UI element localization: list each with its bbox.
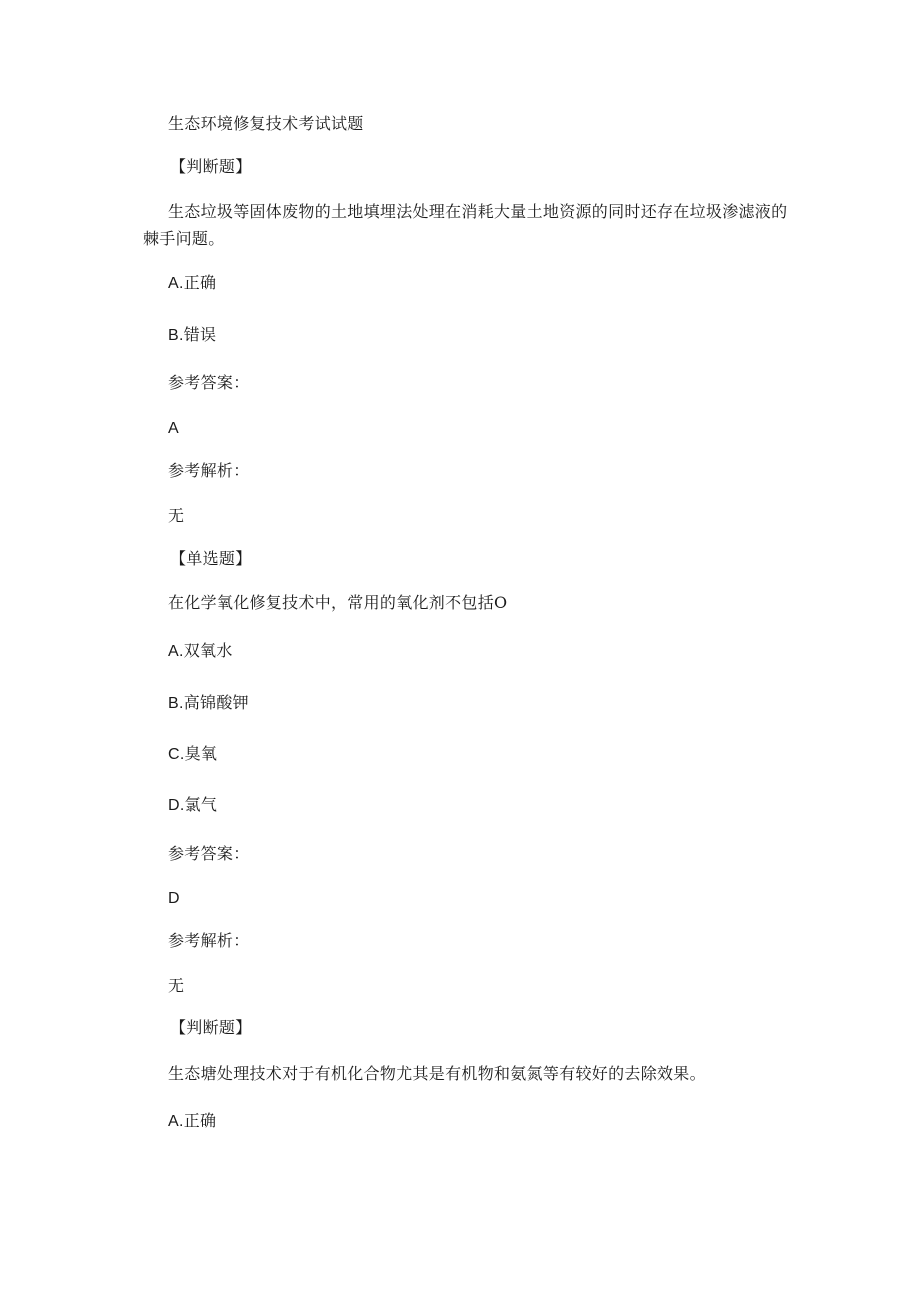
analysis-label: 参考解析： <box>168 931 250 950</box>
option-b: B.错误 <box>168 327 217 344</box>
option-a: A.正确 <box>168 1113 217 1130</box>
question-stem: 生态塘处理技术对于有机化合物尤其是有机物和氨氮等有较好的去除效果。 <box>168 1064 706 1083</box>
option-c: C.臭氧 <box>168 746 218 763</box>
analysis-label: 参考解析： <box>168 461 250 480</box>
question-type-label: 【判断题】 <box>170 1018 252 1037</box>
option-d: D.氯气 <box>168 797 218 814</box>
answer-label: 参考答案： <box>168 844 250 863</box>
option-a: A.双氧水 <box>168 643 233 660</box>
question-type-label: 【单选题】 <box>170 549 252 568</box>
question-type-label: 【判断题】 <box>170 157 252 176</box>
analysis-value: 无 <box>168 976 185 995</box>
option-b: B.高锦酸钾 <box>168 695 249 712</box>
answer-value: A <box>168 420 179 437</box>
answer-value: D <box>168 890 180 907</box>
answer-label: 参考答案： <box>168 373 250 392</box>
option-a: A.正确 <box>168 275 217 292</box>
analysis-value: 无 <box>168 506 185 525</box>
question-stem: 在化学氧化修复技术中，常用的氧化剂不包括O <box>168 593 508 612</box>
question-stem: 生态垃圾等固体废物的土地填埋法处理在消耗大量土地资源的同时还存在垃圾渗滤液的棘手问题。 <box>143 202 788 248</box>
document-title: 生态环境修复技术考试试题 <box>168 114 364 133</box>
